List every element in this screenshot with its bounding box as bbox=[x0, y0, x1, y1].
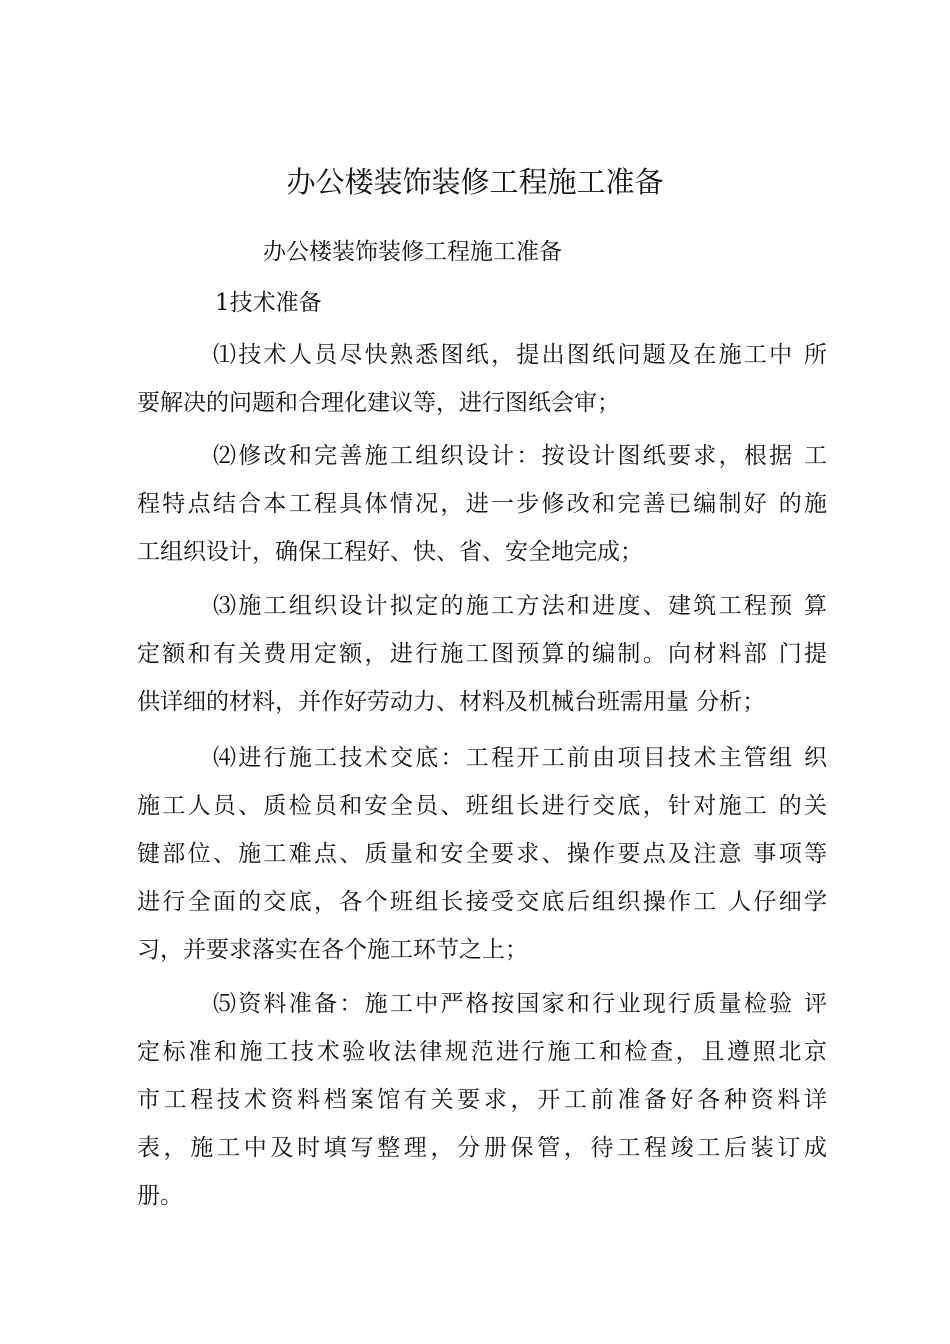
paragraph-5 bbox=[137, 980, 827, 1220]
paragraph-line: 施工人员、质检员和安全员、班组长进行交底，针对施工 的关 bbox=[137, 793, 827, 819]
paragraph-line: 市工程技术资料档案馆有关要求，开工前准备好各种资料详 bbox=[137, 1087, 827, 1113]
paragraph-3 bbox=[137, 582, 827, 726]
paragraph-line: ⑵修改和完善施工组织设计：按设计图纸要求，根据 工 bbox=[213, 443, 827, 469]
paragraph-line: 工组织设计，确保工程好、快、省、安全地完成； bbox=[137, 539, 643, 565]
paragraph-line: ⑷进行施工技术交底：工程开工前由项目技术主管组 织 bbox=[213, 745, 827, 771]
paragraph-line: 定标准和施工技术验收法律规范进行施工和检查，且遵照北京 bbox=[137, 1039, 827, 1065]
paragraph-line: ⑶施工组织设计拟定的施工方法和进度、建筑工程预 算 bbox=[213, 593, 827, 619]
paragraph-line: 进行全面的交底，各个班组长接受交底后组织操作工 人仔细学 bbox=[137, 889, 827, 915]
document-subtitle: 办公楼装饰装修工程施工准备 bbox=[263, 239, 562, 265]
paragraph-line: ⑴技术人员尽快熟悉图纸，提出图纸问题及在施工中 所 bbox=[213, 342, 827, 368]
paragraph-line: 要解决的问题和合理化建议等，进行图纸会审； bbox=[137, 390, 620, 416]
paragraph-1 bbox=[137, 331, 827, 427]
section-heading-technical-preparation: 1技术准备 bbox=[215, 290, 322, 316]
paragraph-line: 程特点结合本工程具体情况，进一步修改和完善已编制好 的施 bbox=[137, 491, 827, 517]
paragraph-line: 定额和有关费用定额，进行施工图预算的编制。向材料部 门提 bbox=[137, 641, 827, 667]
paragraph-line: 表，施工中及时填写整理，分册保管，待工程竣工后装订成 bbox=[137, 1135, 827, 1161]
paragraph-2 bbox=[137, 432, 827, 576]
paragraph-line: 键部位、施工难点、质量和安全要求、操作要点及注意 事项等 bbox=[137, 841, 827, 867]
paragraph-line: 习，并要求落实在各个施工环节之上； bbox=[137, 937, 528, 963]
paragraph-line: 册。 bbox=[137, 1183, 183, 1209]
document-title: 办公楼装饰装修工程施工准备 bbox=[286, 165, 664, 199]
paragraph-line: 供详细的材料，并作好劳动力、材料及机械台班需用量 分析； bbox=[137, 689, 766, 715]
paragraph-line: ⑸资料准备：施工中严格按国家和行业现行质量检验 评 bbox=[213, 991, 827, 1017]
paragraph-4 bbox=[137, 734, 827, 974]
